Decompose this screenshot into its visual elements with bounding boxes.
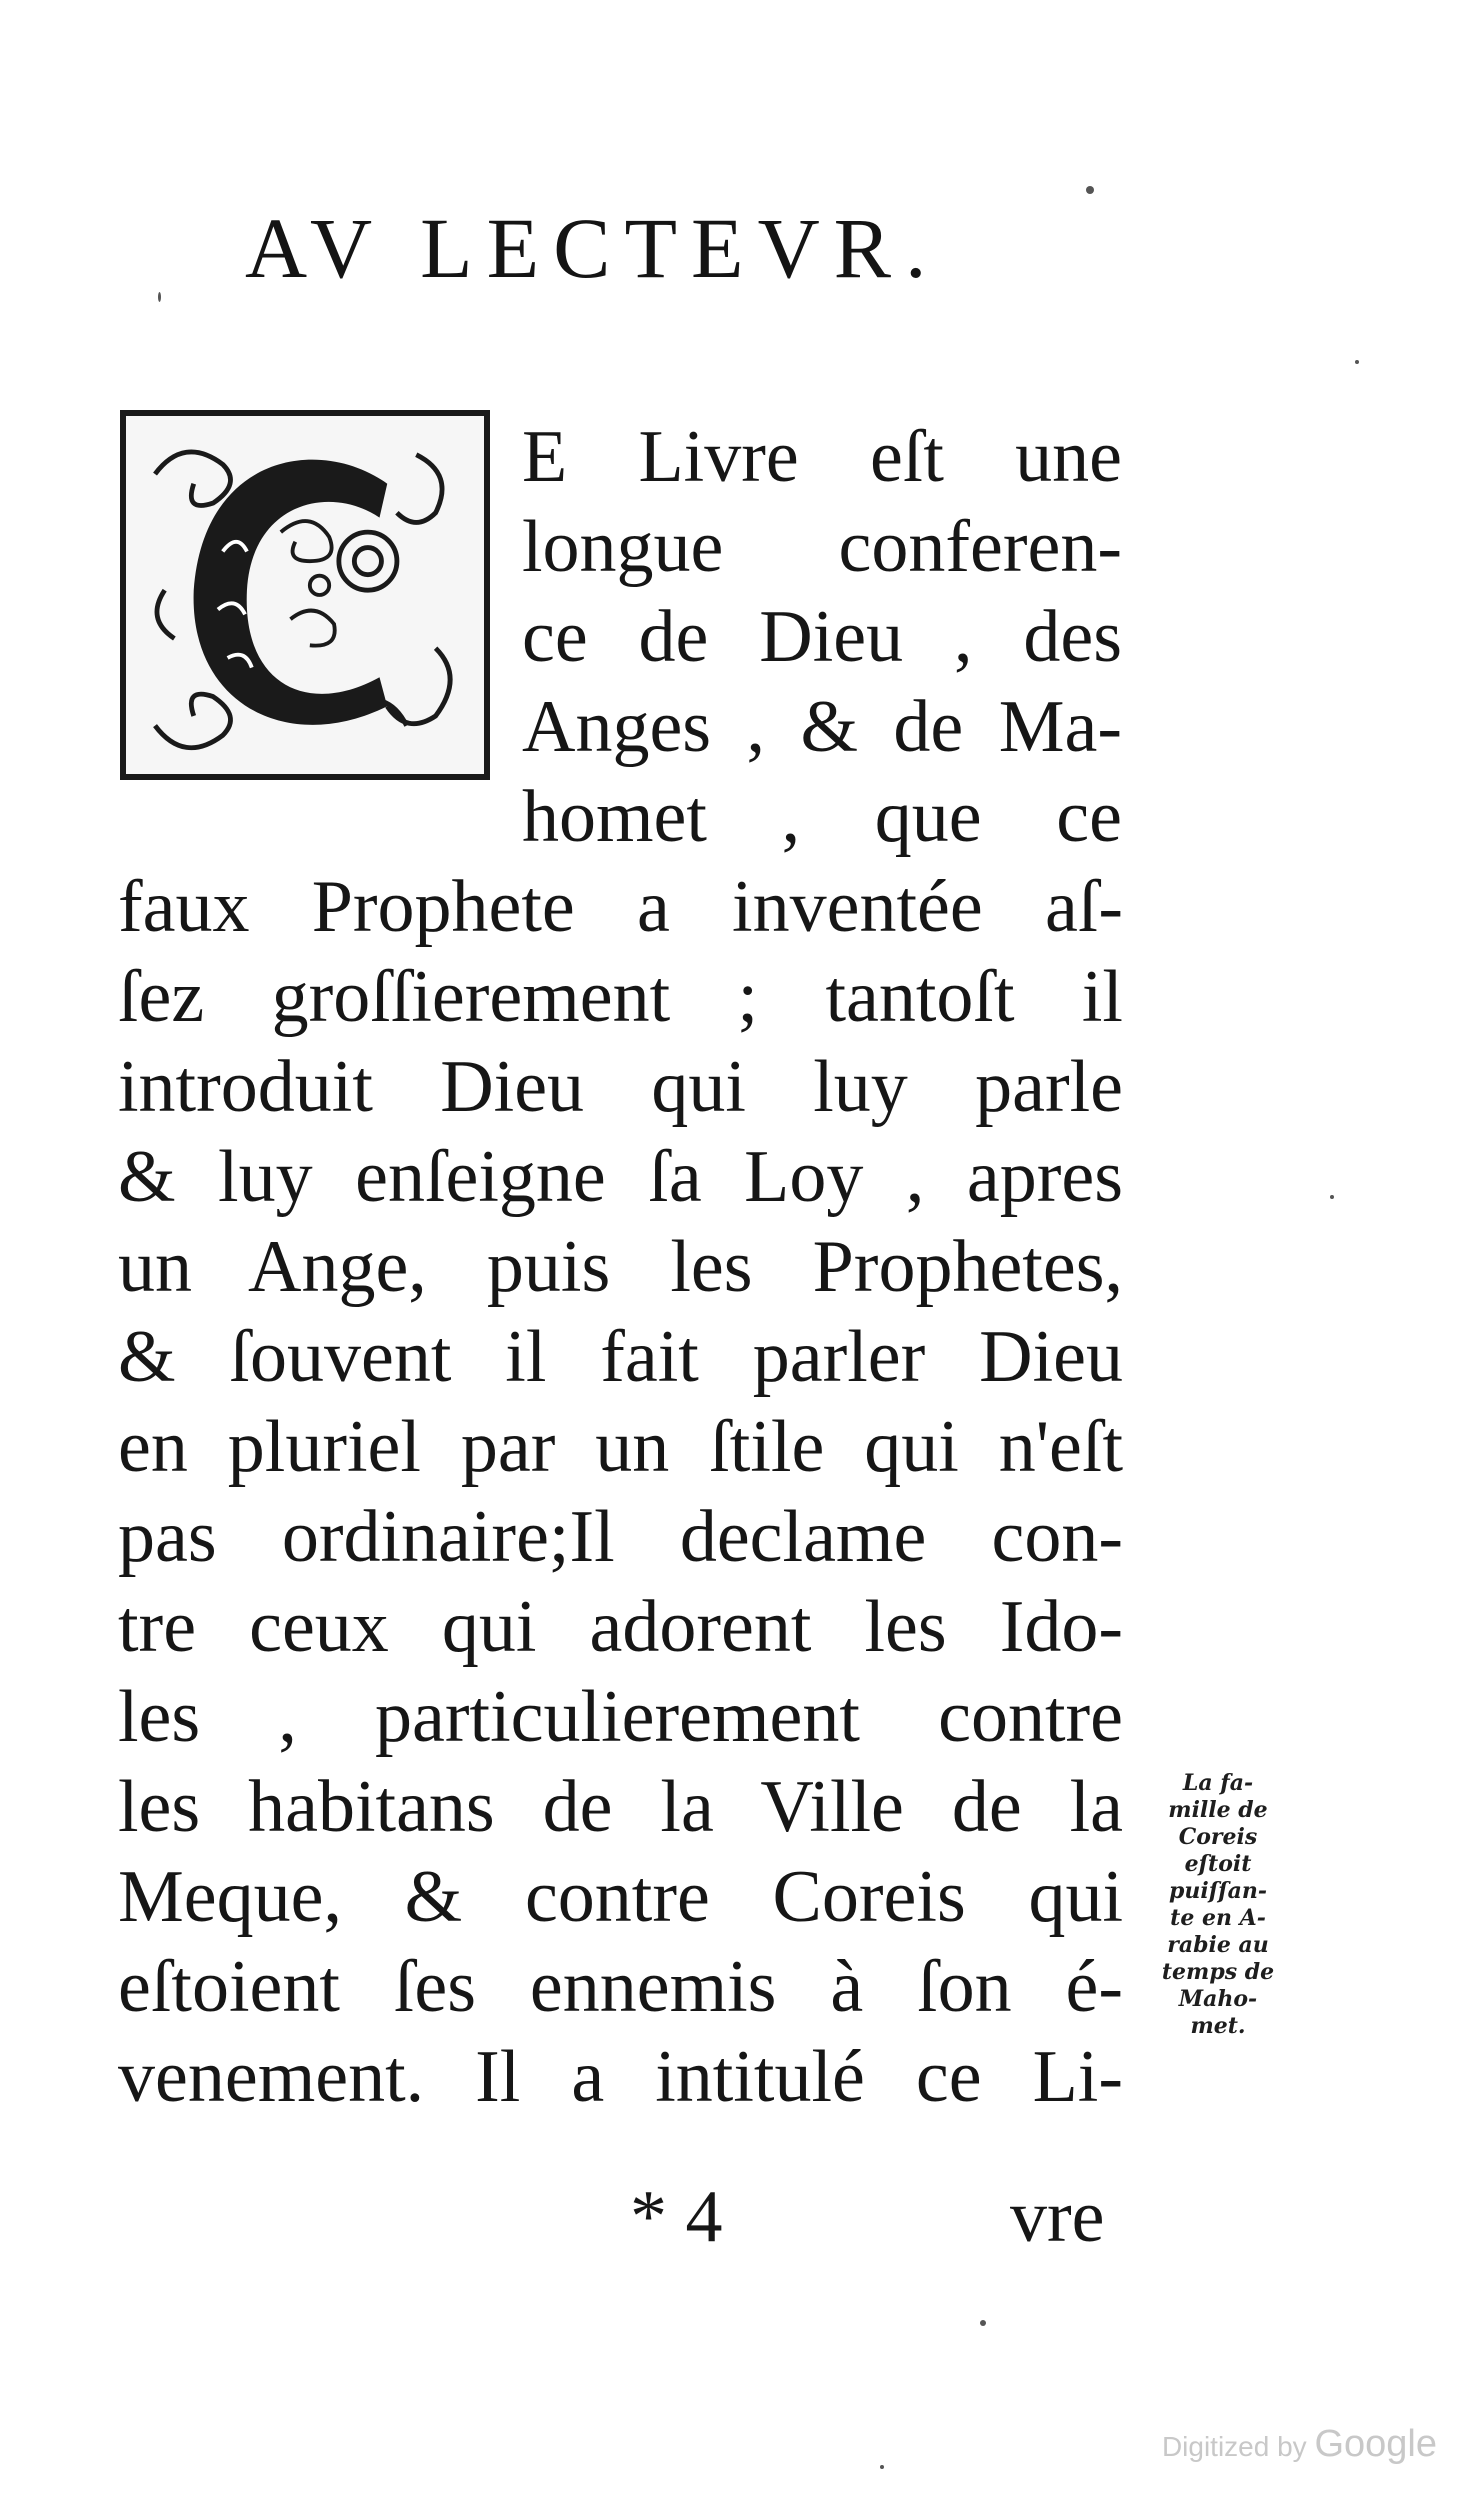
margin-note <box>1138 1770 1298 2040</box>
text-line: tre ceux qui adorent les Ido- <box>118 1586 1123 1668</box>
paper-speck <box>980 2320 986 2326</box>
signature-mark: * 4 <box>630 2176 723 2258</box>
text-line: les , particulierement contre <box>118 1676 1123 1758</box>
text-line: les habitans de la Ville de la <box>118 1766 1123 1848</box>
watermark-prefix: Digitized by <box>1161 2431 1307 2462</box>
ornamental-dropcap <box>120 410 490 780</box>
margin-note-line: Maho- <box>1178 1986 1258 2012</box>
text-line: pas ordinaire;Il declame con- <box>118 1496 1123 1578</box>
text-line: longue conferen- <box>522 506 1122 588</box>
margin-note-line: eſtoit <box>1184 1851 1252 1877</box>
paper-speck <box>1355 360 1359 364</box>
text-line: un Ange, puis les Prophetes, <box>118 1226 1123 1308</box>
margin-note-line: La fa- <box>1182 1770 1254 1796</box>
margin-note-line: temps de <box>1161 1959 1275 1985</box>
text-line: faux Prophete a inventée aſ- <box>118 866 1123 948</box>
margin-note-line: te en A- <box>1170 1905 1266 1931</box>
text-line: ce de Dieu , des <box>522 596 1122 678</box>
paper-speck <box>158 292 161 302</box>
watermark-brand: Google <box>1314 2423 1437 2465</box>
text-line: homet , que ce <box>522 776 1122 858</box>
catchword: vre <box>1010 2176 1105 2258</box>
text-line: Anges , & de Ma- <box>522 686 1122 768</box>
text-line: Meque, & contre Coreis qui <box>118 1856 1123 1938</box>
text-line: eſtoient ſes ennemis à ſon é- <box>118 1946 1123 2028</box>
margin-note-line: mille de <box>1168 1797 1268 1823</box>
dropcap-ornament <box>126 416 484 774</box>
text-line: en pluriel par un ſtile qui n'eſt <box>118 1406 1123 1488</box>
margin-note-line: rabie au <box>1167 1932 1269 1958</box>
margin-note-line: Coreis <box>1178 1824 1258 1850</box>
paper-speck <box>1330 1195 1334 1199</box>
text-line: venement. Il a intitulé ce Li- <box>118 2036 1123 2118</box>
paper-speck <box>1086 186 1094 194</box>
margin-note-line: met. <box>1190 2013 1246 2039</box>
digitization-watermark <box>1162 2423 1437 2466</box>
text-line: E Livre eſt une <box>522 416 1122 498</box>
page-heading: AV LECTEVR. <box>245 200 941 296</box>
text-line: ſez groſſierement ; tantoſt il <box>118 956 1123 1038</box>
text-line: introduit Dieu qui luy parle <box>118 1046 1123 1128</box>
margin-note-line: puiſſan- <box>1168 1878 1268 1904</box>
paper-speck <box>880 2465 884 2469</box>
text-line: & luy enſeigne ſa Loy , apres <box>118 1136 1123 1218</box>
text-line: & ſouvent il fait parler Dieu <box>118 1316 1123 1398</box>
